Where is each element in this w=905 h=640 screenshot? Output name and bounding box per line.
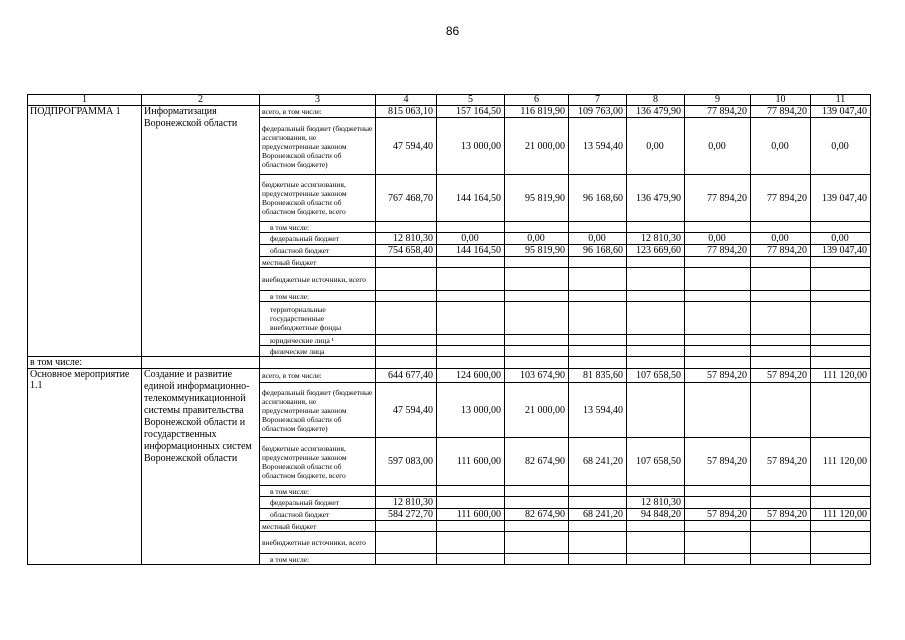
amount-cell (751, 497, 811, 509)
amount-cell: 0,00 (627, 118, 685, 175)
amount-cell (685, 383, 751, 438)
amount-cell: 12 810,30 (376, 497, 437, 509)
amount-cell: 0,00 (437, 233, 505, 245)
amount-cell (505, 335, 569, 346)
amount-cell (569, 302, 627, 335)
amount-cell: 136 479,90 (627, 106, 685, 118)
amount-cell: 0,00 (569, 233, 627, 245)
amount-cell: 47 594,40 (376, 383, 437, 438)
column-number: 6 (505, 95, 569, 106)
amount-cell (751, 268, 811, 291)
amount-cell (505, 302, 569, 335)
amount-cell: 107 658,50 (627, 438, 685, 486)
empty-cell (685, 357, 751, 369)
amount-cell: 96 168,60 (569, 245, 627, 257)
amount-cell (751, 291, 811, 302)
amount-cell (569, 291, 627, 302)
amount-cell (811, 346, 871, 357)
column-number: 7 (569, 95, 627, 106)
amount-cell (811, 497, 871, 509)
funding-source-label: всего, в том числе: (260, 106, 376, 118)
amount-cell (751, 554, 811, 565)
amount-cell (627, 346, 685, 357)
amount-cell (437, 302, 505, 335)
amount-cell (627, 257, 685, 268)
amount-cell (376, 335, 437, 346)
amount-cell (811, 302, 871, 335)
amount-cell: 111 120,00 (811, 369, 871, 383)
amount-cell: 13 594,40 (569, 118, 627, 175)
amount-cell (569, 497, 627, 509)
amount-cell (505, 346, 569, 357)
amount-cell (505, 291, 569, 302)
funding-source-label: в том числе: (260, 222, 376, 233)
column-number: 1 (28, 95, 142, 106)
funding-source-label: в том числе: (260, 554, 376, 565)
amount-cell (505, 268, 569, 291)
table-row (28, 369, 871, 383)
amount-cell: 57 894,20 (685, 509, 751, 521)
amount-cell: 754 658,40 (376, 245, 437, 257)
funding-source-label: федеральный бюджет (260, 233, 376, 245)
amount-cell: 77 894,20 (751, 106, 811, 118)
amount-cell (751, 346, 811, 357)
amount-cell: 94 848,20 (627, 509, 685, 521)
amount-cell (627, 222, 685, 233)
amount-cell: 111 600,00 (437, 509, 505, 521)
amount-cell (627, 486, 685, 497)
amount-cell (376, 302, 437, 335)
empty-cell (437, 357, 505, 369)
table-row (28, 106, 871, 118)
amount-cell: 77 894,20 (685, 106, 751, 118)
amount-cell: 81 835,60 (569, 369, 627, 383)
amount-cell (685, 335, 751, 346)
amount-cell (505, 486, 569, 497)
amount-cell (811, 257, 871, 268)
amount-cell: 95 819,90 (505, 175, 569, 222)
amount-cell (569, 346, 627, 357)
amount-cell: 57 894,20 (751, 369, 811, 383)
amount-cell (505, 554, 569, 565)
funding-source-label: в том числе: (260, 291, 376, 302)
amount-cell (376, 222, 437, 233)
funding-source-label: в том числе: (260, 486, 376, 497)
amount-cell (569, 222, 627, 233)
amount-cell: 13 594,40 (569, 383, 627, 438)
amount-cell (437, 257, 505, 268)
amount-cell (627, 268, 685, 291)
amount-cell (437, 335, 505, 346)
amount-cell (685, 302, 751, 335)
amount-cell (811, 291, 871, 302)
amount-cell: 123 669,60 (627, 245, 685, 257)
amount-cell (437, 346, 505, 357)
empty-cell (142, 357, 260, 369)
amount-cell: 0,00 (685, 233, 751, 245)
amount-cell (751, 383, 811, 438)
amount-cell: 0,00 (811, 233, 871, 245)
amount-cell (569, 486, 627, 497)
amount-cell: 77 894,20 (685, 245, 751, 257)
amount-cell (376, 291, 437, 302)
column-number: 4 (376, 95, 437, 106)
amount-cell (685, 554, 751, 565)
funding-source-label: областной бюджет (260, 509, 376, 521)
amount-cell (569, 335, 627, 346)
amount-cell: 21 000,00 (505, 118, 569, 175)
amount-cell (685, 291, 751, 302)
funding-source-label: внебюджетные источники, всего (260, 532, 376, 554)
amount-cell (751, 222, 811, 233)
amount-cell (505, 497, 569, 509)
amount-cell (376, 486, 437, 497)
amount-cell: 21 000,00 (505, 383, 569, 438)
amount-cell: 13 000,00 (437, 383, 505, 438)
amount-cell: 815 063,10 (376, 106, 437, 118)
empty-cell (627, 357, 685, 369)
column-number: 3 (260, 95, 376, 106)
amount-cell (811, 222, 871, 233)
column-number: 2 (142, 95, 260, 106)
amount-cell (569, 532, 627, 554)
amount-cell: 77 894,20 (751, 175, 811, 222)
amount-cell: 144 164,50 (437, 245, 505, 257)
amount-cell (627, 291, 685, 302)
amount-cell: 136 479,90 (627, 175, 685, 222)
amount-cell: 597 083,00 (376, 438, 437, 486)
in-that-number-label: в том числе: (28, 357, 142, 369)
amount-cell: 0,00 (751, 233, 811, 245)
funding-source-label: федеральный бюджет (бюджетные ассигнования, не предусмотренные законом Воронежской области об областном бюджете) (260, 383, 376, 438)
amount-cell: 57 894,20 (685, 438, 751, 486)
funding-source-label: федеральный бюджет (бюджетные ассигнования, не предусмотренные законом Воронежской области об областном бюджете) (260, 118, 376, 175)
amount-cell (376, 268, 437, 291)
amount-cell: 68 241,20 (569, 438, 627, 486)
funding-source-label: всего, в том числе: (260, 369, 376, 383)
amount-cell: 111 120,00 (811, 438, 871, 486)
amount-cell (569, 521, 627, 532)
empty-cell (376, 357, 437, 369)
column-number: 10 (751, 95, 811, 106)
amount-cell (569, 268, 627, 291)
amount-cell: 82 674,90 (505, 509, 569, 521)
amount-cell (627, 554, 685, 565)
subprogram-code: ПОДПРОГРАММА 1 (28, 106, 142, 357)
subprogram-name: Информатизация Воронежской области (142, 106, 260, 357)
amount-cell (505, 532, 569, 554)
header-row (28, 95, 871, 106)
measure-code: Основное мероприятие 1.1 (28, 369, 142, 565)
amount-cell: 0,00 (751, 118, 811, 175)
amount-cell: 82 674,90 (505, 438, 569, 486)
page-number: 86 (445, 24, 460, 38)
amount-cell: 12 810,30 (627, 497, 685, 509)
amount-cell (376, 257, 437, 268)
measure-name: Создание и развитие единой информационно-телекоммуникационной системы правительства Воронежской области и государственных информационных систем Воронежской области (142, 369, 260, 565)
amount-cell (437, 554, 505, 565)
amount-cell: 77 894,20 (685, 175, 751, 222)
amount-cell: 116 819,90 (505, 106, 569, 118)
amount-cell (627, 521, 685, 532)
amount-cell (376, 521, 437, 532)
amount-cell (505, 521, 569, 532)
amount-cell: 57 894,20 (751, 438, 811, 486)
funding-source-label: внебюджетные источники, всего (260, 268, 376, 291)
amount-cell (751, 521, 811, 532)
amount-cell: 767 468,70 (376, 175, 437, 222)
amount-cell (437, 291, 505, 302)
amount-cell (685, 486, 751, 497)
amount-cell: 107 658,50 (627, 369, 685, 383)
amount-cell: 95 819,90 (505, 245, 569, 257)
amount-cell (751, 257, 811, 268)
column-number: 11 (811, 95, 871, 106)
amount-cell: 157 164,50 (437, 106, 505, 118)
amount-cell: 584 272,70 (376, 509, 437, 521)
amount-cell (569, 554, 627, 565)
funding-source-label: областной бюджет (260, 245, 376, 257)
funding-source-label: физические лица (260, 346, 376, 357)
empty-cell (751, 357, 811, 369)
amount-cell (437, 222, 505, 233)
amount-cell (685, 346, 751, 357)
budget-table (27, 94, 871, 565)
amount-cell: 144 164,50 (437, 175, 505, 222)
amount-cell (437, 532, 505, 554)
amount-cell: 139 047,40 (811, 106, 871, 118)
amount-cell (685, 521, 751, 532)
amount-cell (376, 346, 437, 357)
column-number: 8 (627, 95, 685, 106)
empty-cell (569, 357, 627, 369)
amount-cell: 111 600,00 (437, 438, 505, 486)
amount-cell (437, 268, 505, 291)
amount-cell (376, 554, 437, 565)
amount-cell: 12 810,30 (627, 233, 685, 245)
amount-cell: 13 000,00 (437, 118, 505, 175)
funding-source-label: местный бюджет (260, 521, 376, 532)
amount-cell: 68 241,20 (569, 509, 627, 521)
amount-cell (751, 486, 811, 497)
amount-cell (685, 497, 751, 509)
amount-cell (685, 222, 751, 233)
empty-cell (811, 357, 871, 369)
amount-cell: 124 600,00 (437, 369, 505, 383)
amount-cell (437, 521, 505, 532)
amount-cell (505, 222, 569, 233)
amount-cell (376, 532, 437, 554)
amount-cell (569, 257, 627, 268)
amount-cell (627, 383, 685, 438)
amount-cell: 0,00 (685, 118, 751, 175)
amount-cell (751, 335, 811, 346)
amount-cell: 139 047,40 (811, 245, 871, 257)
amount-cell: 12 810,30 (376, 233, 437, 245)
amount-cell: 96 168,60 (569, 175, 627, 222)
amount-cell (505, 257, 569, 268)
amount-cell: 103 674,90 (505, 369, 569, 383)
amount-cell (437, 486, 505, 497)
amount-cell (751, 302, 811, 335)
amount-cell (751, 532, 811, 554)
amount-cell (811, 486, 871, 497)
amount-cell (437, 497, 505, 509)
amount-cell: 47 594,40 (376, 118, 437, 175)
column-number: 9 (685, 95, 751, 106)
amount-cell: 111 120,00 (811, 509, 871, 521)
amount-cell (811, 532, 871, 554)
amount-cell (627, 335, 685, 346)
amount-cell (685, 532, 751, 554)
amount-cell (627, 302, 685, 335)
in-that-number-row (28, 357, 871, 369)
amount-cell (811, 554, 871, 565)
amount-cell: 57 894,20 (685, 369, 751, 383)
funding-source-label: федеральный бюджет (260, 497, 376, 509)
funding-source-label: юридические лица ¹ (260, 335, 376, 346)
funding-source-label: территориальные государственные внебюджетные фонды (260, 302, 376, 335)
amount-cell (685, 268, 751, 291)
amount-cell: 57 894,20 (751, 509, 811, 521)
amount-cell: 0,00 (505, 233, 569, 245)
funding-source-label: бюджетные ассигнования, предусмотренные законом Воронежской области об областном бюджете, всего (260, 175, 376, 222)
amount-cell (811, 521, 871, 532)
amount-cell: 0,00 (811, 118, 871, 175)
amount-cell: 109 763,00 (569, 106, 627, 118)
amount-cell: 139 047,40 (811, 175, 871, 222)
amount-cell (811, 268, 871, 291)
amount-cell: 644 677,40 (376, 369, 437, 383)
funding-source-label: бюджетные ассигнования, предусмотренные законом Воронежской области об областном бюджете, всего (260, 438, 376, 486)
funding-source-label: местный бюджет (260, 257, 376, 268)
amount-cell (811, 383, 871, 438)
empty-cell (260, 357, 376, 369)
amount-cell (811, 335, 871, 346)
column-number: 5 (437, 95, 505, 106)
amount-cell (627, 532, 685, 554)
amount-cell: 77 894,20 (751, 245, 811, 257)
empty-cell (505, 357, 569, 369)
amount-cell (685, 257, 751, 268)
